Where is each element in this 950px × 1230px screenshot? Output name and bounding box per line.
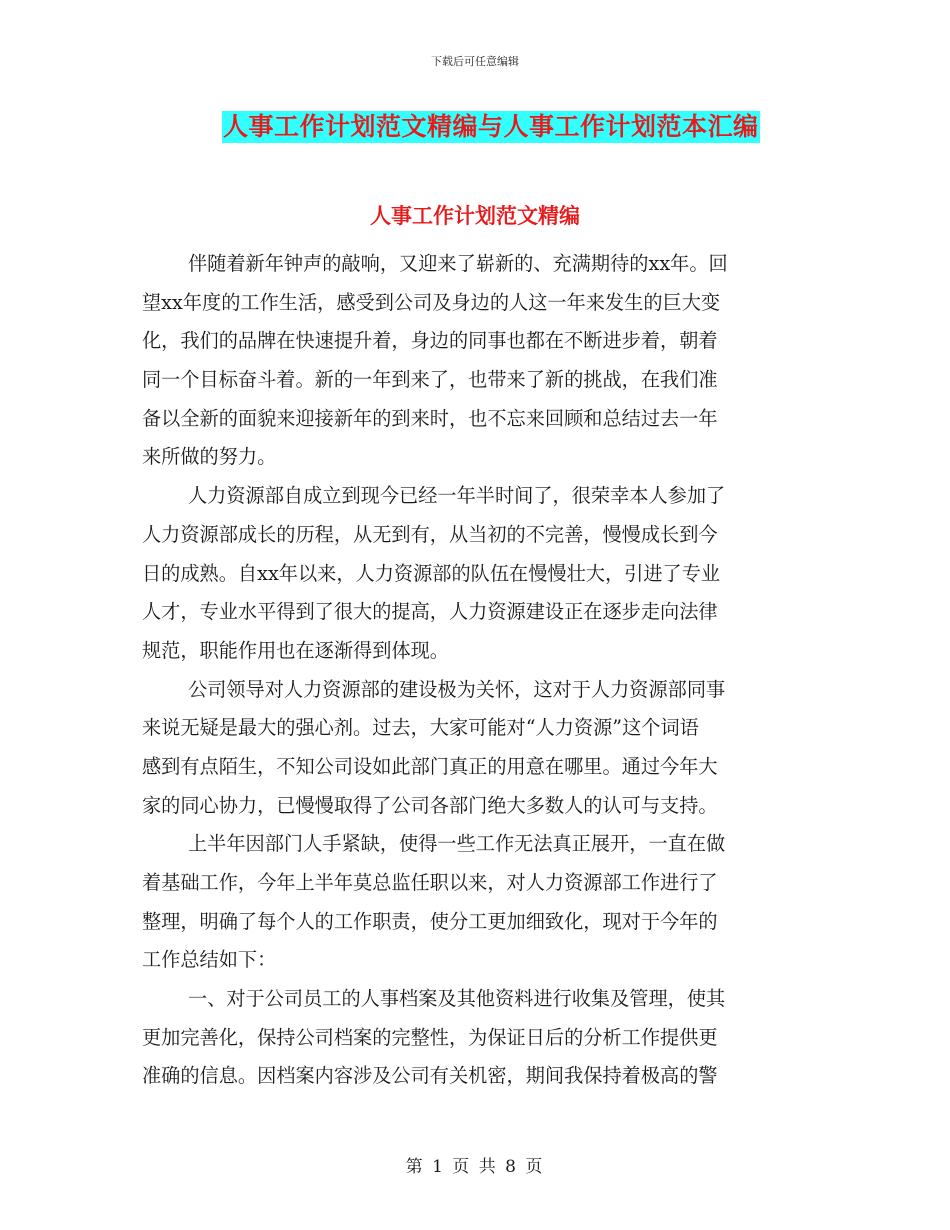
section-title: 人事工作计划范文精编: [370, 203, 580, 228]
paragraph-line: 备以全新的面貌来迎接新年的到来时，也不忘来回顾和总结过去一年: [142, 406, 718, 430]
paragraph-line: 准确的信息。因档案内容涉及公司有关机密，期间我保持着极高的警: [142, 1064, 718, 1088]
paragraph-line: 来说无疑是最大的强心剂。过去，大家可能对“人力资源”这个词语: [142, 716, 699, 740]
paragraph-line: 感到有点陌生，不知公司设如此部门真正的用意在哪里。通过今年大: [142, 754, 718, 778]
paragraph-line: 伴随着新年钟声的敲响，又迎来了崭新的、充满期待的xx年。回: [188, 252, 728, 275]
page-footer: 第 1 页 共 8 页: [405, 1157, 545, 1177]
paragraph-line: 人力资源部成长的历程，从无到有，从当初的不完善，慢慢成长到今: [142, 522, 718, 546]
paragraph-line: 人力资源部自成立到现今已经一年半时间了，很荣幸本人参加了: [188, 484, 726, 508]
paragraph-line: 整理，明确了每个人的工作职责，使分工更加细致化，现对于今年的: [142, 909, 718, 933]
header-note: 下载后可任意编辑: [431, 55, 519, 68]
paragraph-line: 工作总结如下：: [142, 948, 277, 972]
paragraph-line: 日的成熟。自xx年以来，人力资源部的队伍在慢慢壮大，引进了专业: [142, 561, 721, 585]
paragraph-line: 上半年因部门人手紧缺，使得一些工作无法真正展开，一直在做: [188, 832, 726, 856]
paragraph-line: 化，我们的品牌在快速提升着，身边的同事也都在不断进步着，朝着: [142, 329, 718, 353]
paragraph-line: 家的同心协力，已慢慢取得了公司各部门绝大多数人的认可与支持。: [142, 793, 718, 817]
paragraph-line: 人才，专业水平得到了很大的提高，人力资源建设正在逐步走向法律: [142, 600, 718, 624]
main-title: 人事工作计划范文精编与人事工作计划范本汇编: [223, 112, 759, 141]
paragraph-line: 望xx年度的工作生活，感受到公司及身边的人这一年来发生的巨大变: [142, 290, 721, 314]
paragraph-line: 来所做的努力。: [142, 445, 277, 469]
paragraph-line: 更加完善化，保持公司档案的完整性，为保证日后的分析工作提供更: [142, 1025, 718, 1049]
paragraph-line: 一、对于公司员工的人事档案及其他资料进行收集及管理，使其: [188, 987, 726, 1011]
paragraph-line: 公司领导对人力资源部的建设极为关怀，这对于人力资源部同事: [188, 677, 726, 701]
paragraph-line: 同一个目标奋斗着。新的一年到来了，也带来了新的挑战，在我们准: [142, 368, 718, 392]
body-text: [142, 245, 802, 1096]
paragraph-line: 规范，职能作用也在逐渐得到体现。: [142, 638, 449, 662]
paragraph-line: 着基础工作，今年上半年莫总监任职以来，对人力资源部工作进行了: [142, 871, 718, 894]
